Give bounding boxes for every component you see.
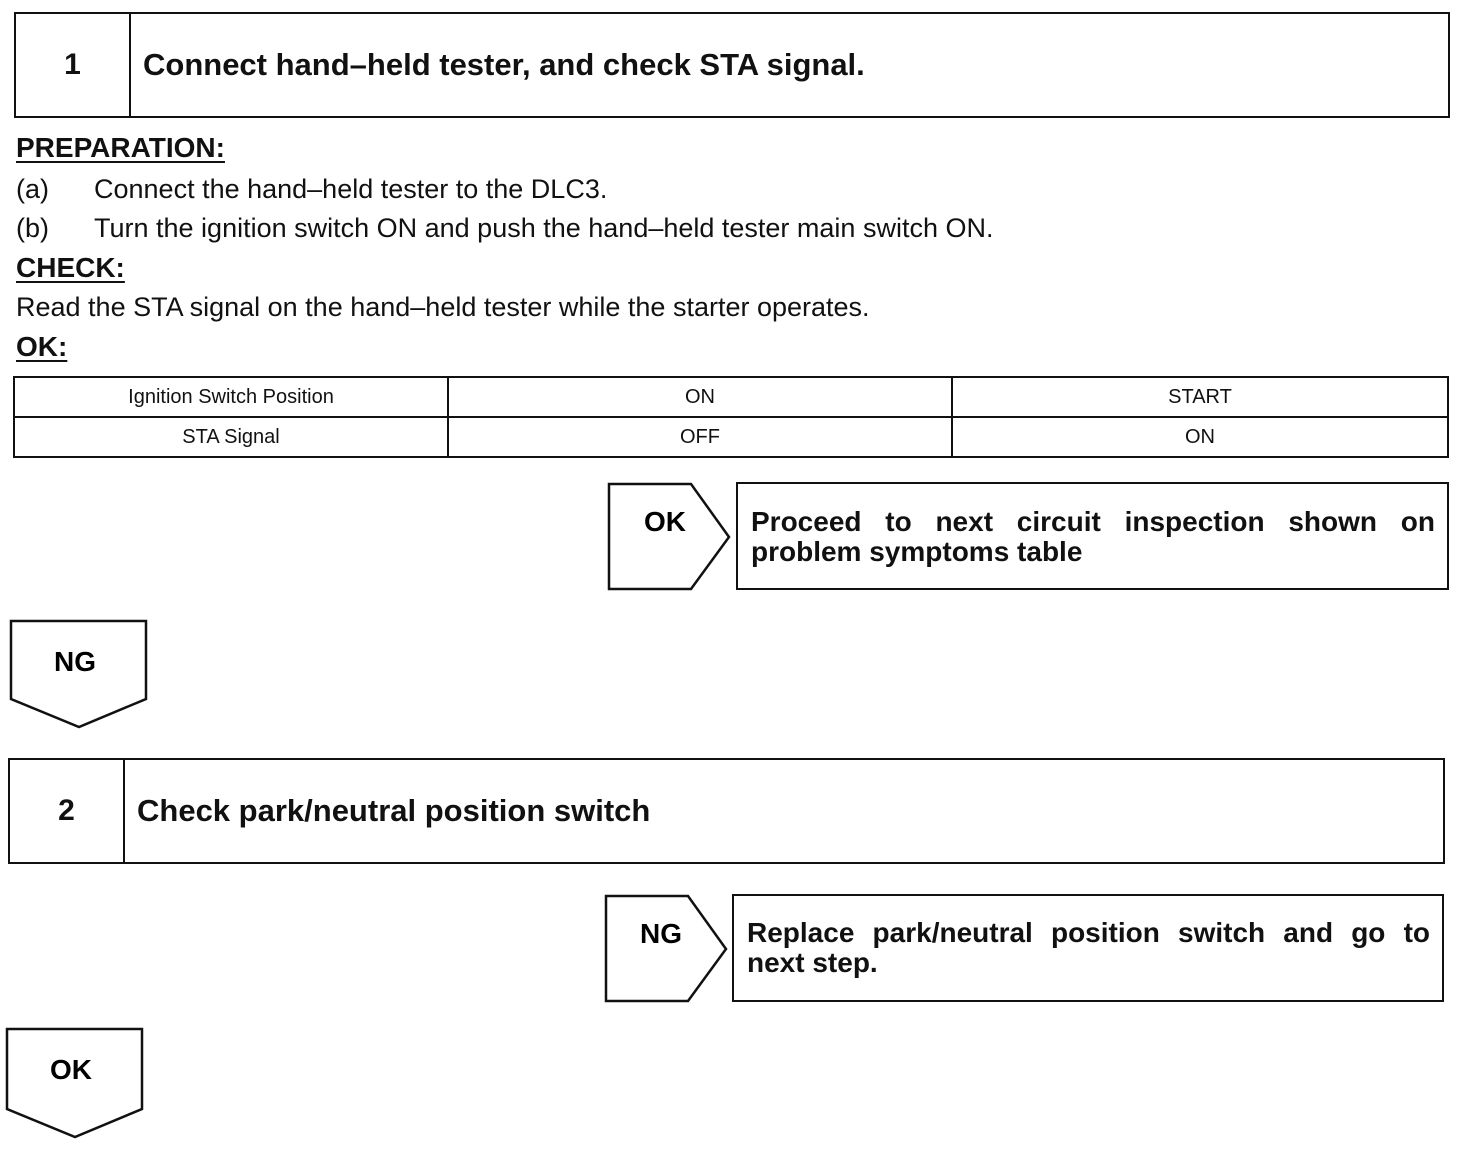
ok-spec-table	[13, 376, 1449, 458]
preparation-label: PREPARATION:	[16, 132, 225, 163]
preparation-item-a	[16, 174, 607, 205]
check-label: CHECK:	[16, 252, 125, 283]
ok-result-box: Proceed to next circuit inspection shown on problem symptoms table	[736, 482, 1449, 590]
preparation-item-b-marker: (b)	[16, 213, 49, 243]
table-row	[14, 417, 1448, 457]
ng-right-arrow-label: NG	[640, 918, 682, 949]
step-1-title: Connect hand–held tester, and check STA signal.	[143, 47, 865, 82]
step-2-title: Check park/neutral position switch	[137, 793, 651, 828]
table-row	[14, 377, 1448, 417]
step-2-header	[8, 758, 1445, 864]
ok-right-arrow	[607, 482, 733, 592]
ng-right-arrow	[604, 894, 730, 1004]
table-cell: ON	[952, 417, 1448, 457]
ok-spec-label: OK:	[16, 331, 68, 362]
ok-right-arrow-label: OK	[644, 506, 686, 537]
step-1-header	[14, 12, 1450, 118]
preparation-item-a-text: Connect the hand–held tester to the DLC3.	[94, 174, 608, 204]
check-text: Read the STA signal on the hand–held tester while the starter operates.	[16, 292, 870, 322]
step-1-number: 1	[16, 14, 131, 116]
ng-result-box: Replace park/neutral position switch and go to next step.	[732, 894, 1444, 1002]
preparation-item-b-text: Turn the ignition switch ON and push the hand–held tester main switch ON.	[94, 213, 994, 243]
preparation-item-b	[16, 213, 993, 244]
table-cell: OFF	[448, 417, 952, 457]
step-2-number: 2	[10, 760, 125, 862]
ng-down-arrow	[9, 619, 149, 731]
table-cell: Ignition Switch Position	[14, 377, 448, 417]
preparation-item-a-marker: (a)	[16, 174, 49, 204]
table-cell: START	[952, 377, 1448, 417]
ng-down-arrow-label: NG	[54, 646, 96, 677]
ok-down-arrow	[5, 1027, 145, 1141]
table-cell: STA Signal	[14, 417, 448, 457]
table-cell: ON	[448, 377, 952, 417]
ok-down-arrow-label: OK	[50, 1054, 92, 1085]
